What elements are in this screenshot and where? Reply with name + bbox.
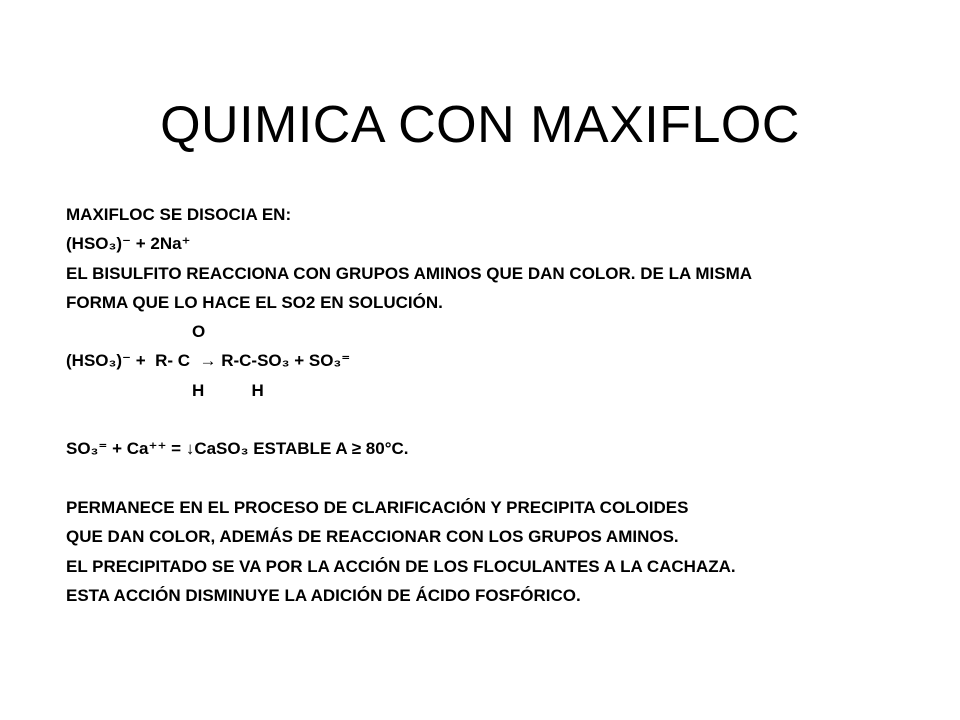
- body-spacer: [66, 464, 926, 493]
- body-line-clarification-2: QUE DAN COLOR, ADEMÁS DE REACCIONAR CON LOS GRUPOS AMINOS.: [66, 527, 679, 547]
- body-line-phosphoric-acid: ESTA ACCIÓN DISMINUYE LA ADICIÓN DE ÁCIDO FOSFÓRICO.: [66, 585, 581, 605]
- body-line-precipitate: EL PRECIPITADO SE VA POR LA ACCIÓN DE LOS FLOCULANTES A LA CACHAZA.: [66, 556, 736, 576]
- body-line-aldehyde-hydrogens: H H: [192, 380, 264, 400]
- body-line-dissociation-formula: (HSO₃)⁻ + 2Na⁺: [66, 234, 191, 254]
- body-line-dissociation-heading: MAXIFLOC SE DISOCIA EN:: [66, 205, 292, 224]
- body-spacer: [66, 405, 926, 434]
- body-line-aldehyde-oxygen: O: [192, 322, 206, 342]
- slide-title: QUIMICA CON MAXIFLOC: [160, 95, 800, 154]
- body-line-clarification-1: PERMANECE EN EL PROCESO DE CLARIFICACIÓN Y PRECIPITA COLOIDES: [66, 497, 689, 517]
- body-line-bisulfite-reaction-2: FORMA QUE LO HACE EL SO2 EN SOLUCIÓN.: [66, 292, 443, 312]
- slide-body: [66, 200, 926, 610]
- body-line-bisulfite-reaction-1: EL BISULFITO REACCIONA CON GRUPOS AMINOS QUE DAN COLOR. DE LA MISMA: [66, 263, 753, 283]
- body-line-calcium-sulfite: SO₃⁼ + Ca⁺⁺ = ↓CaSO₃ ESTABLE A ≥ 80°C.: [66, 439, 409, 459]
- body-line-reaction-equation: (HSO₃)⁻ + R- C → R-C-SO₃ + SO₃⁼: [66, 351, 351, 371]
